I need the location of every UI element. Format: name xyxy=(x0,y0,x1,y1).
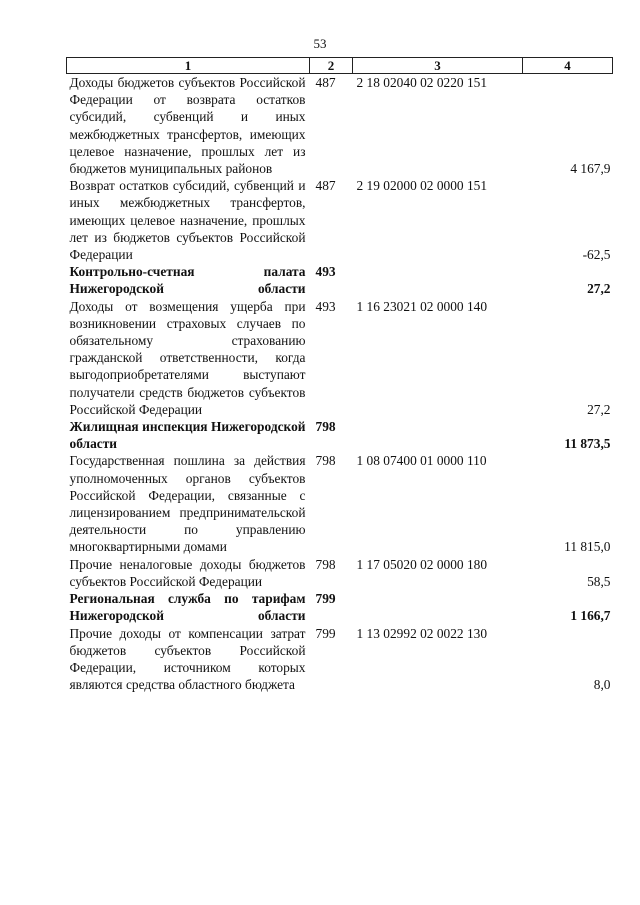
table-row xyxy=(67,625,613,694)
column-header-3: 3 xyxy=(353,58,523,74)
admin-code: 487 xyxy=(315,75,336,90)
budget-classification-code xyxy=(353,590,523,624)
column-header-2: 2 xyxy=(310,58,353,74)
table-row xyxy=(67,452,613,555)
column-header-4: 4 xyxy=(523,58,613,74)
admin-code: 799 xyxy=(315,625,336,641)
table-header-row xyxy=(67,58,613,74)
budget-classification-code xyxy=(353,263,523,297)
organization-total: 1 166,7 xyxy=(570,608,611,624)
admin-code: 798 xyxy=(315,419,336,435)
table-row xyxy=(67,177,613,263)
revenue-name: Государственная пошлина за действия уполномоченных органов субъектов Российской Федерации, связанные с лицензированием предпринимательской деятельности по управлению многоквартирными домами xyxy=(69,453,306,555)
revenue-name: Прочие неналоговые доходы бюджетов субъектов Российской Федерации xyxy=(69,556,306,589)
budget-classification-code: 1 13 02992 02 0022 130 xyxy=(356,625,488,641)
revenue-name: Доходы бюджетов субъектов Российской Федерации от возврата остатков субсидий, субвенций и иных межбюджетных трансфертов, имеющих целевое назначение, прошлых лет из бюджетов муниципальных районов xyxy=(69,75,306,177)
budget-classification-code: 1 08 07400 01 0000 110 xyxy=(356,453,487,469)
admin-code: 799 xyxy=(315,591,336,607)
organization-row xyxy=(67,418,613,452)
organization-row xyxy=(67,263,613,297)
table-row xyxy=(67,74,613,178)
organization-name: Региональная служба по тарифам Нижегородской области xyxy=(69,591,306,624)
organization-name: Контрольно-счетная палата Нижегородской области xyxy=(69,264,306,297)
organization-total: 27,2 xyxy=(587,281,611,297)
amount: 27,2 xyxy=(587,401,611,417)
budget-classification-code: 2 19 02000 02 0000 151 xyxy=(356,178,488,194)
budget-classification-code: 1 17 05020 02 0000 180 xyxy=(356,556,488,572)
budget-classification-code xyxy=(353,418,523,452)
admin-code: 493 xyxy=(315,298,336,314)
column-header-1: 1 xyxy=(67,58,310,74)
admin-code: 487 xyxy=(315,178,336,194)
revenue-name: Доходы от возмещения ущерба при возникновении страховых случаев по обязательному страхованию гражданской ответственности, когда выгодоприобретателями выступают получатели средств бюджетов субъектов Российской Федерации xyxy=(69,298,306,417)
budget-classification-code: 2 18 02040 02 0220 151 xyxy=(356,75,488,90)
amount: 11 815,0 xyxy=(564,539,611,555)
amount: 4 167,9 xyxy=(570,161,611,177)
admin-code: 798 xyxy=(315,556,336,572)
amount: 58,5 xyxy=(587,573,611,589)
amount: 8,0 xyxy=(593,677,611,693)
amount: -62,5 xyxy=(582,247,611,263)
table-row xyxy=(67,556,613,590)
page-number: 53 xyxy=(313,36,327,51)
revenue-name: Прочие доходы от компенсации затрат бюджетов субъектов Российской Федерации, источником которых являются средства областного бюджета xyxy=(69,625,306,693)
admin-code: 798 xyxy=(315,453,336,469)
organization-name: Жилищная инспекция Нижегородской области xyxy=(69,419,306,452)
admin-code: 493 xyxy=(315,264,336,280)
revenue-name: Возврат остатков субсидий, субвенций и иных межбюджетных трансфертов, имеющих целевое назначение, прошлых лет из бюджетов субъектов Российской Федерации xyxy=(69,178,306,263)
revenue-table xyxy=(66,57,613,693)
table-row xyxy=(67,298,613,418)
budget-classification-code: 1 16 23021 02 0000 140 xyxy=(356,298,488,314)
organization-total: 11 873,5 xyxy=(564,436,611,452)
organization-row xyxy=(67,590,613,624)
